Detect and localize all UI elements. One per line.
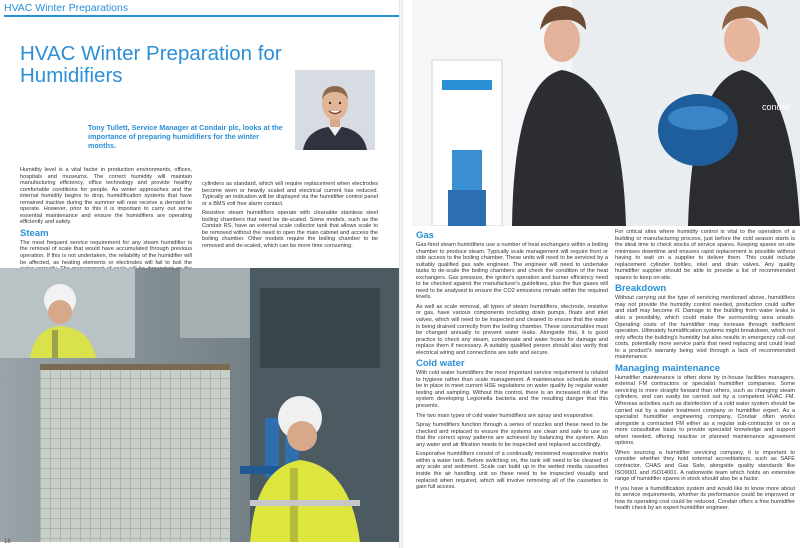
running-head: HVAC Winter Preparations bbox=[4, 2, 129, 14]
managing-maintenance-heading: Managing maintenance bbox=[615, 362, 721, 374]
technician-photo bbox=[412, 0, 800, 226]
article-title: HVAC Winter Preparation for Humidifiers bbox=[20, 42, 282, 87]
managing-paragraph-1: Humidifier maintenance is often done by in-house facilities managers, external FM contractors or specialist humidifier companies. Some servicing is more straight forward than others, such as changing steam cylinders, and can easily be carried out by a competent HVAC FM. Whereas activities such as disinfection of a cold water system should be carried out by a water treatment company or humidifier expert. As a specialist humidifier engineering company, Condair often works alongside a contracted FM either as a regular sub-contractor or on a more consultative basis to provide specialist knowledge and support when needed, offering reactive or planned maintenance agreement options. bbox=[615, 374, 795, 447]
header-rule bbox=[4, 15, 400, 17]
cylinders-paragraph: cylinders as standard, which will require replacement when electrodes become worn or heavily scaled and electrical current has reduced. Typically an indication will be displayed via the humidifier control panel or a BMS volt free alarm contact. bbox=[202, 181, 378, 207]
cold-water-heading: Cold water bbox=[416, 358, 465, 370]
steam-paragraph: The most frequent service requirement for any steam humidifier is the removal of scale that would have accumulated through previous operation. If this is not undertaken, the reliability of the humidifier will be affected, as heating elements or electrodes will fail to boil the bbox=[20, 239, 192, 266]
left-column-2 bbox=[202, 181, 378, 252]
engineer-photo bbox=[0, 268, 400, 542]
cold-water-paragraph-4: Evaporative humidifiers consist of a continually moistened evaporative matrix within a water tank. Before switching on, the tank will need to be cleaned of any scale and sediment. Scale can build up in the wetted media cassettes inside the air handling unit so these need to be inspected visually and replaced when required, which will involve removing all of the cassettes to gain full access. bbox=[416, 451, 608, 491]
author-portrait bbox=[295, 70, 375, 150]
breakdown-paragraph: Without carrying out the type of servicing mentioned above, humidifiers may not provide the humidity control needed, production could suffer and staff may become ill. Damage to the building from water leaks is also a possibility, which could make the surrounding area unsafe. Operating costs of the humidifier may increase through inefficient operation. Ultimately humidification systems might breakdown, which not only effects the building's humidity but also results in emergency call-out costs, potentially more service parts that need replacing and could lead to a product's warranty being void through a lack of recommended maintenance. bbox=[615, 295, 795, 361]
intro-paragraph: Humidity level is a vital factor in production environments, offices, hospitals and museums. The correct humidity will maintain manufacturing efficiency, office technology and provide healthy comfortable conditions for people. As winter approaches and the internal humidity begins to drop, humidification systems that have remained inactive during the summer will now receive a demand to operate. However, prior to this it is important to carry out some essential maintenance and ensure the humidifiers are operating efficiently and safely. bbox=[20, 167, 192, 226]
cold-water-paragraph-2: The two main types of cold water humidifiers are spray and evaporative. bbox=[416, 412, 595, 419]
page-number: 18 bbox=[4, 539, 11, 545]
right-column-1 bbox=[416, 229, 608, 494]
gas-paragraph-1: Gas-fired steam humidifiers use a number of heat exchangers within a boiling chamber to produce steam. Typically scale management will require front or side access to the boiling chamber. These units will need to be serviced by a suitably qualified gas safe engineer. The engineer will need to undertake tasks to de-scale the boiling chambers and check the condition of the heat exchangers. Gas pressure, the igniter's operation and burner efficiency need to be checked against the manufacturer's guidelines, plus the flue gases will need to be analysed to ensure the CO2 emissions remain within the required levels. bbox=[416, 242, 608, 301]
right-column-2 bbox=[615, 229, 795, 515]
cold-water-paragraph-3: Spray humidifiers function through a series of nozzles and these need to be checked and replaced to ensure the systems are clean and safe to use so that the correct spray patterns are achieved by balancing the system. Also any water and air filtration needs to be inspected and replaced accordingly. bbox=[416, 422, 608, 448]
gas-paragraph-2: As well as scale removal, all types of steam humidifiers, electrode, resistive or gas, have various components including drain pumps, floats and inlet valves, which will need to be inspected and cleaned to ensure that the water is being drained correctly from the boiling chamber. These consumables must be changed annually to prevent water leaks. Alongside this, it is good practice to check any steam, condensate and water hoses for damage and replace them if necessary. A suitably qualified person should also verify that electrical wiring and connections are safe and secure. bbox=[416, 303, 608, 356]
resistive-paragraph: Resistive steam humidifiers operate with cleanable stainless steel boiling chambers that need be de-scaled. Some models, such as the Condair RS, have an external scale collector tank that allows scale to be removed without the need to open the main cabinet and access the boiling chamber. Other models require the boiling chamber to be removed and de-scaled, which can be more time consuming. bbox=[202, 210, 378, 249]
standfirst: Tony Tullett, Service Manager at Condair plc, looks at the importance of preparing humidifiers for the winter months. bbox=[88, 123, 283, 150]
svg-text:condair: condair bbox=[762, 102, 792, 112]
managing-paragraph-3: If you have a humidification system and would like to know more about its service requirements, whether its performance could be improved or how its operating cost could be reduced, Condair offers a free humidifier health check by an expert humidifier engineer. bbox=[615, 485, 795, 512]
spares-paragraph: For critical sites where humidity control is vital to the operation of a building or manufacturing process, just before the cold season starts is the ideal time to check stocks of service spares. Keeping spares on-site minimises downtime and ensures rapid replacement is possible without having to wait on a supplier to deliver them. This could include replacement cylinder bottles, inlet and drain valves. Any quality humidifier supplier should be able to provide a list of recommended spares to keep on-site. bbox=[615, 229, 795, 281]
gas-heading: Gas bbox=[416, 230, 434, 241]
steam-heading: Steam bbox=[20, 227, 49, 239]
right-page bbox=[402, 0, 800, 548]
breakdown-heading: Breakdown bbox=[615, 283, 667, 295]
cold-water-paragraph-1: With cold water humidifiers the most important service requirement is related to hygiene rather than scale management. A maintenance schedule should be in place to meet current HSE regulations on water quality by regular water testing and sampling. Without this control, there is an increased risk of the system developing Legionella bacteria and the resulting danger that this presents. bbox=[416, 370, 608, 410]
managing-paragraph-2: When sourcing a humidifier servicing company, it is important to consider whether they hold external accreditations, such as SAFE contractor, CHAS and Gas Safe, alongside quality standards like ISO9001 and ISO14001. A nationwide team which holds an extensive range of humidifier spares in stock should also be a factor. bbox=[615, 449, 795, 483]
